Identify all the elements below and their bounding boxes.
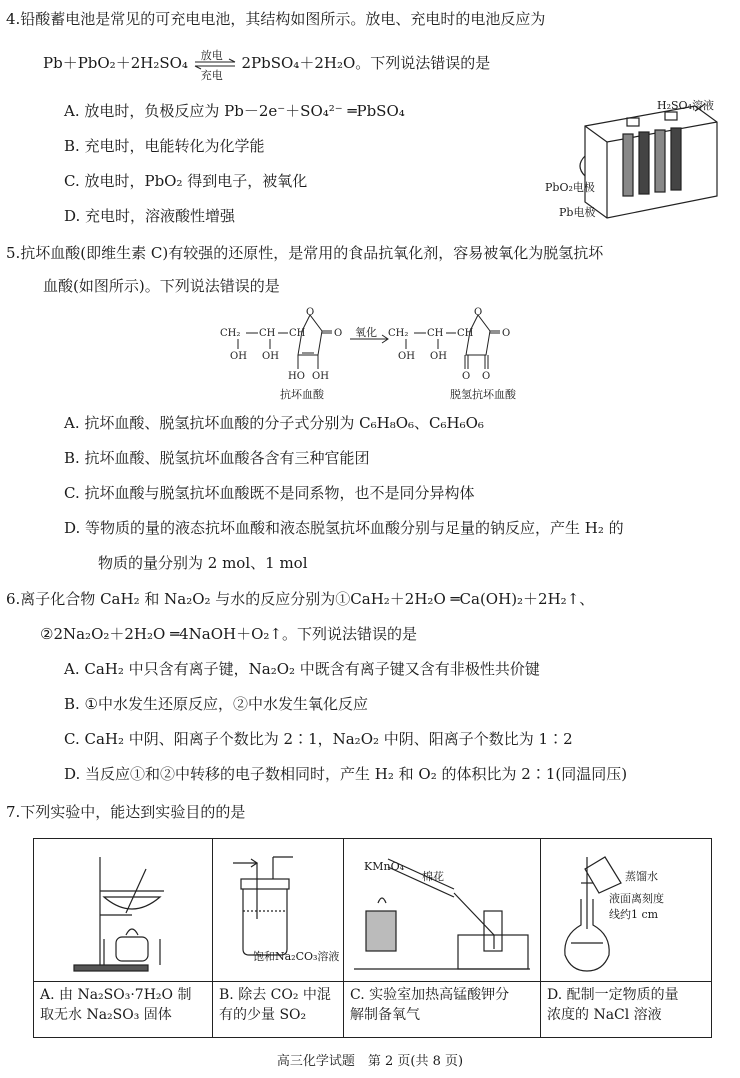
caption-d [541, 982, 712, 1038]
reversible-arrow-icon [193, 49, 237, 82]
q6-stem-line2: ②2Na₂O₂＋2H₂O ═4NaOH＋O₂↑。下列说法错误的是 [40, 625, 417, 643]
svg-text:CH: CH [457, 328, 474, 339]
svg-text:O: O [462, 371, 471, 382]
svg-text:OH: OH [398, 351, 415, 362]
svg-text:O: O [474, 307, 483, 318]
panel-a-figure [34, 839, 213, 982]
caption-c-line1: C. 实验室加热高锰酸钾分 [350, 987, 510, 1003]
caption-a [34, 982, 213, 1038]
svg-text:O: O [306, 307, 315, 318]
q6-stem-line1: 6.离子化合物 CaH₂ 和 Na₂O₂ 与水的反应分别为①CaH₂＋2H₂O ═Ca(OH)₂＋2H₂↑、 [6, 590, 595, 608]
svg-text:CH: CH [289, 328, 306, 339]
q5-stem-line2: 血酸(如图所示)。下列说法错误的是 [43, 277, 280, 295]
svg-text:CH₂: CH₂ [388, 328, 409, 339]
label-kmno4: KMnO₄ [364, 860, 404, 873]
caption-b-line2: 有的少量 SO₂ [219, 1007, 307, 1023]
vitamin-c-structure-figure [210, 305, 550, 410]
q6-option-c: C. CaH₂ 中阴、阳离子个数比为 2∶1，Na₂O₂ 中阴、阳离子个数比为 1∶2 [64, 730, 573, 748]
q6-option-d: D. 当反应①和②中转移的电子数相同时，产生 H₂ 和 O₂ 的体积比为 2∶1(同温同压) [64, 765, 628, 783]
svg-text:HO: HO [288, 371, 305, 382]
q5-option-d: D. 等物质的量的液态抗坏血酸和液态脱氢抗坏血酸分别与足量的钠反应，产生 H₂ 的 [64, 519, 624, 537]
label-ascorbic-acid: 抗坏血酸 [280, 388, 324, 401]
q5-option-c: C. 抗坏血酸与脱氢抗坏血酸既不是同系物，也不是同分异构体 [64, 484, 475, 502]
svg-text:OH: OH [312, 371, 329, 382]
q4-eq-bottom: 充电 [200, 69, 223, 82]
panel-b-figure [213, 839, 344, 982]
q4-option-c: C. 放电时，PbO₂ 得到电子，被氧化 [64, 172, 308, 190]
label-distilled-water: 蒸馏水 [625, 870, 658, 883]
caption-c [344, 982, 541, 1038]
q4-option-d: D. 充电时，溶液酸性增强 [64, 207, 236, 225]
caption-d-line2: 浓度的 NaCl 溶液 [547, 1007, 662, 1023]
q4-stem: 4.铅酸蓄电池是常见的可充电电池，其结构如图所示。放电、充电时的电池反应为 [6, 10, 546, 28]
panel-c-figure [344, 839, 541, 982]
label-level-line1: 液面离刻度 [609, 892, 664, 905]
svg-text:O: O [482, 371, 491, 382]
label-dehydroascorbic-acid: 脱氢抗坏血酸 [450, 388, 516, 401]
q6-option-b: B. ①中水发生还原反应，②中水发生氧化反应 [64, 695, 369, 713]
q4-eq-top: 放电 [200, 49, 223, 62]
label-sat-na2co3: 饱和Na₂CO₃溶液 [253, 950, 340, 963]
svg-text:O: O [502, 328, 511, 339]
label-h2so4: H₂SO₄溶液 [657, 99, 714, 112]
q5-stem-line1: 5.抗坏血酸(即维生素 C)有较强的还原性，是常用的食品抗氧化剂，容易被氧化为脱氢抗坏 [6, 244, 604, 262]
page-footer: 高三化学试题 第 2 页(共 8 页) [276, 1054, 464, 1069]
q4-option-b: B. 充电时，电能转化为化学能 [64, 137, 265, 155]
caption-a-line1: A. 由 Na₂SO₃·7H₂O 制 [40, 987, 192, 1003]
panel-d-figure [541, 839, 712, 982]
battery-figure [545, 96, 725, 226]
q4-option-a: A. 放电时，负极反应为 Pb－2e⁻＋SO₄²⁻ ═PbSO₄ [64, 102, 405, 120]
svg-text:OH: OH [230, 351, 247, 362]
svg-text:CH₂: CH₂ [220, 328, 241, 339]
q4-eq-right: 2PbSO₄＋2H₂O。下列说法错误的是 [241, 54, 491, 72]
q7-stem: 7.下列实验中，能达到实验目的的是 [6, 803, 246, 821]
label-level-line2: 线约1 cm [609, 908, 659, 921]
caption-d-line1: D. 配制一定物质的量 [547, 987, 679, 1003]
svg-text:OH: OH [430, 351, 447, 362]
experiment-table [33, 838, 712, 1038]
q5-option-a: A. 抗坏血酸、脱氢抗坏血酸的分子式分别为 C₆H₈O₆、C₆H₆O₆ [64, 414, 484, 432]
caption-c-line2: 解制备氧气 [350, 1007, 420, 1023]
q5-option-d-cont: 物质的量分别为 2 mol、1 mol [98, 554, 308, 572]
svg-text:OH: OH [262, 351, 279, 362]
label-cotton: 棉花 [422, 870, 444, 883]
label-oxidation: 氧化 [355, 326, 377, 339]
q5-option-b: B. 抗坏血酸、脱氢抗坏血酸各含有三种官能团 [64, 449, 370, 467]
caption-b [213, 982, 344, 1038]
q6-option-a: A. CaH₂ 中只含有离子键，Na₂O₂ 中既含有离子键又含有非极性共价键 [64, 660, 540, 678]
caption-a-line2: 取无水 Na₂SO₃ 固体 [40, 1007, 172, 1023]
svg-text:O: O [334, 328, 343, 339]
label-pbo2-electrode: PbO₂电极 [545, 181, 595, 194]
q4-equation [43, 49, 491, 82]
q4-eq-left: Pb＋PbO₂＋2H₂SO₄ [43, 54, 188, 72]
svg-text:CH: CH [259, 328, 276, 339]
caption-b-line1: B. 除去 CO₂ 中混 [219, 987, 331, 1003]
label-pb-electrode: Pb电极 [559, 206, 596, 219]
svg-text:CH: CH [427, 328, 444, 339]
